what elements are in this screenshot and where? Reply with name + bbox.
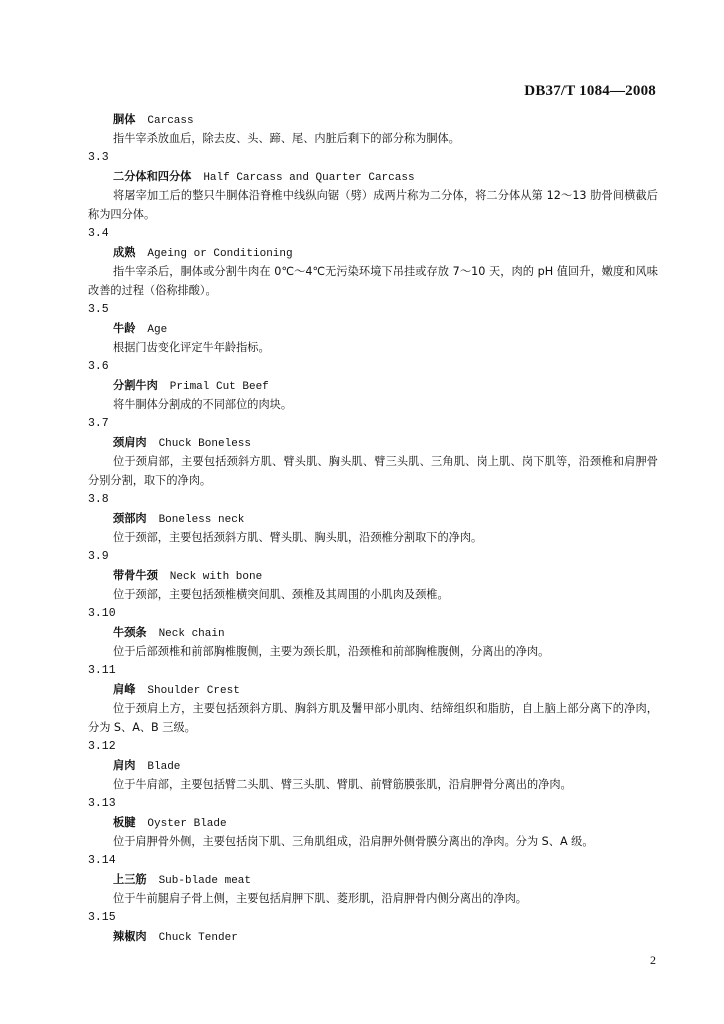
term-chinese: 二分体和四分体	[113, 170, 192, 183]
term-chinese: 牛颈条	[113, 626, 147, 639]
term-chinese: 肩肉	[113, 759, 136, 772]
term-english: Carcass	[147, 115, 194, 127]
term-definition: 将屠宰加工后的整只牛胴体沿脊椎中线纵向锯（劈）成两片称为二分体，将二分体从第 12～13 肋骨间横截后称为四分体。	[88, 189, 658, 221]
clause-number: 3.14	[88, 854, 116, 867]
term-title	[88, 319, 658, 338]
clause-number: 3.4	[88, 227, 109, 240]
term-chinese: 颈部肉	[113, 512, 147, 525]
clause-number: 3.5	[88, 303, 109, 316]
term-english: Neck with bone	[169, 571, 263, 583]
term-english: Blade	[147, 761, 181, 773]
term-definition: 根据门齿变化评定牛年龄指标。	[113, 341, 270, 354]
clause-number: 3.6	[88, 360, 109, 373]
clause-number: 3.15	[88, 911, 116, 924]
term-title	[88, 680, 658, 699]
term-english: Primal Cut Beef	[169, 381, 269, 393]
term-definition: 位于颈部，主要包括颈斜方肌、臂头肌、胸头肌，沿颈椎分割取下的净肉。	[113, 531, 483, 544]
term-english: Half Carcass and Quarter Carcass	[203, 172, 415, 184]
term-title	[88, 376, 658, 395]
term-chinese: 上三筋	[113, 873, 147, 886]
term-definition: 将牛胴体分割成的不同部位的肉块。	[113, 398, 293, 411]
term-title	[88, 566, 658, 585]
term-chinese: 辣椒肉	[113, 930, 147, 943]
terms-list	[88, 110, 658, 946]
term-title	[88, 167, 658, 186]
term-chinese: 成熟	[113, 246, 136, 259]
term-chinese: 胴体	[113, 113, 136, 126]
term-definition: 位于牛前腿肩子骨上侧，主要包括肩胛下肌、菱形肌，沿肩胛骨内侧分离出的净肉。	[113, 892, 527, 905]
term-definition: 位于颈肩部，主要包括颈斜方肌、臂头肌、胸头肌、臂三头肌、三角肌、岗上肌、岗下肌等，沿颈椎和肩胛骨分别分割，取下的净肉。	[88, 455, 658, 487]
term-chinese: 肩峰	[113, 683, 136, 696]
term-english: Age	[147, 324, 168, 336]
term-english: Sub-blade meat	[158, 875, 251, 887]
term-title	[88, 623, 658, 642]
clause-number: 3.3	[88, 151, 109, 164]
term-definition: 位于后部颈椎和前部胸椎腹侧，主要为颈长肌，沿颈椎和前部胸椎腹侧，分离出的净肉。	[113, 645, 550, 658]
term-english: Chuck Boneless	[158, 438, 251, 450]
term-title	[88, 813, 658, 832]
term-english: Chuck Tender	[158, 932, 238, 944]
term-chinese: 带骨牛颈	[113, 569, 158, 582]
clause-number: 3.10	[88, 607, 116, 620]
term-chinese: 牛龄	[113, 322, 136, 335]
page-number: 2	[650, 953, 656, 967]
term-definition: 指牛宰杀后，胴体或分割牛肉在 0℃～4℃无污染环境下吊挂或存放 7～10 天，肉的 pH 值回升，嫩度和风味改善的过程（俗称排酸）。	[88, 265, 658, 297]
term-definition: 位于颈肩上方，主要包括颈斜方肌、胸斜方肌及鬐甲部小肌肉、结缔组织和脂肪，自上脑上部分离下的净肉，分为 S、A、B 三级。	[88, 702, 658, 734]
term-definition: 指牛宰杀放血后，除去皮、头、蹄、尾、内脏后剩下的部分称为胴体。	[113, 132, 460, 145]
clause-number: 3.13	[88, 797, 116, 810]
term-english: Neck chain	[158, 628, 225, 640]
clause-number: 3.7	[88, 417, 109, 430]
term-chinese: 板腱	[113, 816, 136, 829]
term-title	[88, 243, 658, 262]
clause-number: 3.9	[88, 550, 109, 563]
term-chinese: 分割牛肉	[113, 379, 158, 392]
term-english: Shoulder Crest	[147, 685, 240, 697]
term-title	[88, 433, 658, 452]
term-chinese: 颈肩肉	[113, 436, 147, 449]
term-english: Boneless neck	[158, 514, 245, 526]
term-title	[88, 110, 658, 129]
term-title	[88, 927, 658, 946]
term-definition: 位于颈部，主要包括颈椎横突间肌、颈椎及其周围的小肌肉及颈椎。	[113, 588, 449, 601]
term-title	[88, 870, 658, 889]
clause-number: 3.8	[88, 493, 109, 506]
term-english: Ageing or Conditioning	[147, 248, 293, 260]
term-title	[88, 756, 658, 775]
clause-number: 3.12	[88, 740, 116, 753]
clause-number: 3.11	[88, 664, 116, 677]
term-english: Oyster Blade	[147, 818, 227, 830]
term-definition: 位于肩胛骨外侧，主要包括岗下肌、三角肌组成，沿肩胛外侧骨膜分离出的净肉。分为 S、A 级。	[113, 835, 594, 848]
term-title	[88, 509, 658, 528]
standard-number-header: DB37/T 1084—2008	[524, 83, 656, 99]
term-definition: 位于牛肩部，主要包括臂二头肌、臂三头肌、臂肌、前臂筋膜张肌，沿肩胛骨分离出的净肉。	[113, 778, 572, 791]
